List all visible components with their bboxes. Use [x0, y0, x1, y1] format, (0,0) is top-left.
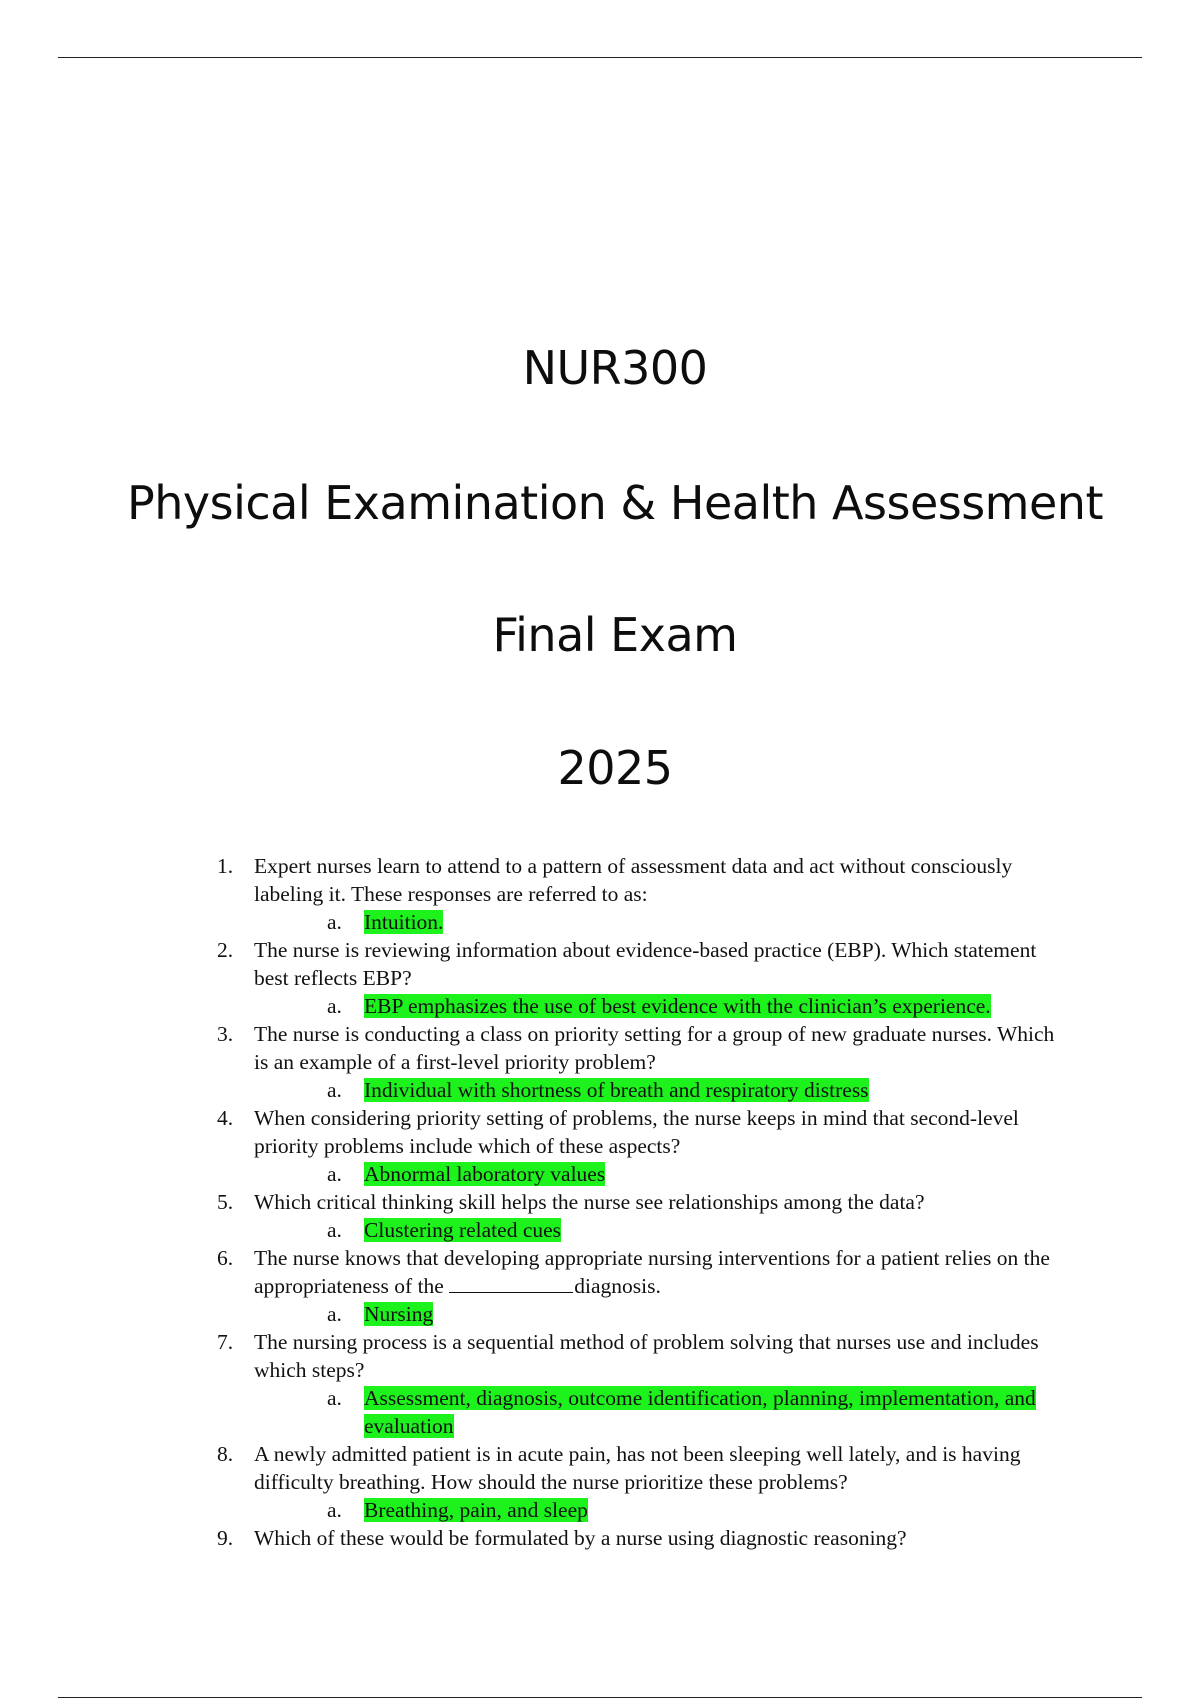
- fill-in-blank: [449, 1272, 573, 1293]
- question-1: [217, 852, 1057, 936]
- highlighted-answer: Intuition.: [364, 910, 444, 934]
- question-6: [217, 1244, 1057, 1328]
- question-text: The nurse knows that developing appropriate nursing interventions for a patient relies on the appropriateness of the: [254, 1246, 1050, 1298]
- highlighted-answer: Individual with shortness of breath and respiratory distress: [364, 1078, 869, 1102]
- question-number: 7.: [217, 1330, 234, 1354]
- question-text: Which critical thinking skill helps the nurse see relationships among the data?: [254, 1190, 925, 1214]
- answer-5: [254, 1216, 1057, 1244]
- answer-8: [254, 1496, 1057, 1524]
- highlighted-answer: Assessment, diagnosis, outcome identification, planning, implementation, and evaluation: [364, 1386, 1036, 1438]
- question-3: [217, 1020, 1057, 1104]
- course-subject: Physical Examination & Health Assessment: [127, 476, 1103, 530]
- answer-7: [254, 1384, 1057, 1440]
- question-text: The nurse is reviewing information about evidence-based practice (EBP). Which statement best reflects EBP?: [254, 938, 1037, 990]
- highlighted-answer: Clustering related cues: [364, 1218, 562, 1242]
- highlighted-answer: Breathing, pain, and sleep: [364, 1498, 588, 1522]
- question-list: [217, 852, 1057, 1552]
- answer-letter: a.: [327, 1162, 342, 1186]
- top-rule: [58, 57, 1142, 58]
- bottom-rule: [58, 1697, 1142, 1698]
- question-7: [217, 1328, 1057, 1440]
- answer-letter: a.: [327, 1386, 342, 1410]
- question-5: [217, 1188, 1057, 1244]
- question-8: [217, 1440, 1057, 1524]
- question-number: 6.: [217, 1246, 234, 1270]
- question-text: The nurse is conducting a class on priority setting for a group of new graduate nurses. Which is an example of a first-level priority problem?: [254, 1022, 1055, 1074]
- question-number: 9.: [217, 1526, 234, 1550]
- question-number: 5.: [217, 1190, 234, 1214]
- highlighted-answer: Nursing: [364, 1302, 434, 1326]
- exam-year: 2025: [557, 741, 673, 795]
- question-text: A newly admitted patient is in acute pain, has not been sleeping well lately, and is having difficulty breathing. How should the nurse prioritize these problems?: [254, 1442, 1021, 1494]
- answer-letter: a.: [327, 994, 342, 1018]
- answer-6: [254, 1300, 1057, 1328]
- exam-name: Final Exam: [492, 608, 738, 662]
- course-code: NUR300: [522, 341, 708, 395]
- answer-4: [254, 1160, 1057, 1188]
- question-2: [217, 936, 1057, 1020]
- answer-letter: a.: [327, 1078, 342, 1102]
- question-number: 8.: [217, 1442, 234, 1466]
- answer-letter: a.: [327, 1218, 342, 1242]
- question-number: 1.: [217, 854, 234, 878]
- question-9: [217, 1524, 1057, 1552]
- answer-letter: a.: [327, 1302, 342, 1326]
- question-number: 2.: [217, 938, 234, 962]
- question-text: Which of these would be formulated by a nurse using diagnostic reasoning?: [254, 1526, 907, 1550]
- answer-letter: a.: [327, 1498, 342, 1522]
- question-number: 4.: [217, 1106, 234, 1130]
- question-text: The nursing process is a sequential method of problem solving that nurses use and includes which steps?: [254, 1330, 1039, 1382]
- highlighted-answer: EBP emphasizes the use of best evidence with the clinician’s experience.: [364, 994, 991, 1018]
- answer-1: [254, 908, 1057, 936]
- question-text-after-blank: diagnosis.: [574, 1274, 661, 1298]
- highlighted-answer: Abnormal laboratory values: [364, 1162, 606, 1186]
- answer-3: [254, 1076, 1057, 1104]
- question-text: Expert nurses learn to attend to a pattern of assessment data and act without consciously labeling it. These responses are referred to as:: [254, 854, 1013, 906]
- answer-letter: a.: [327, 910, 342, 934]
- answer-2: [254, 992, 1057, 1020]
- question-text: When considering priority setting of problems, the nurse keeps in mind that second-level priority problems include which of these aspects?: [254, 1106, 1019, 1158]
- question-4: [217, 1104, 1057, 1188]
- question-number: 3.: [217, 1022, 234, 1046]
